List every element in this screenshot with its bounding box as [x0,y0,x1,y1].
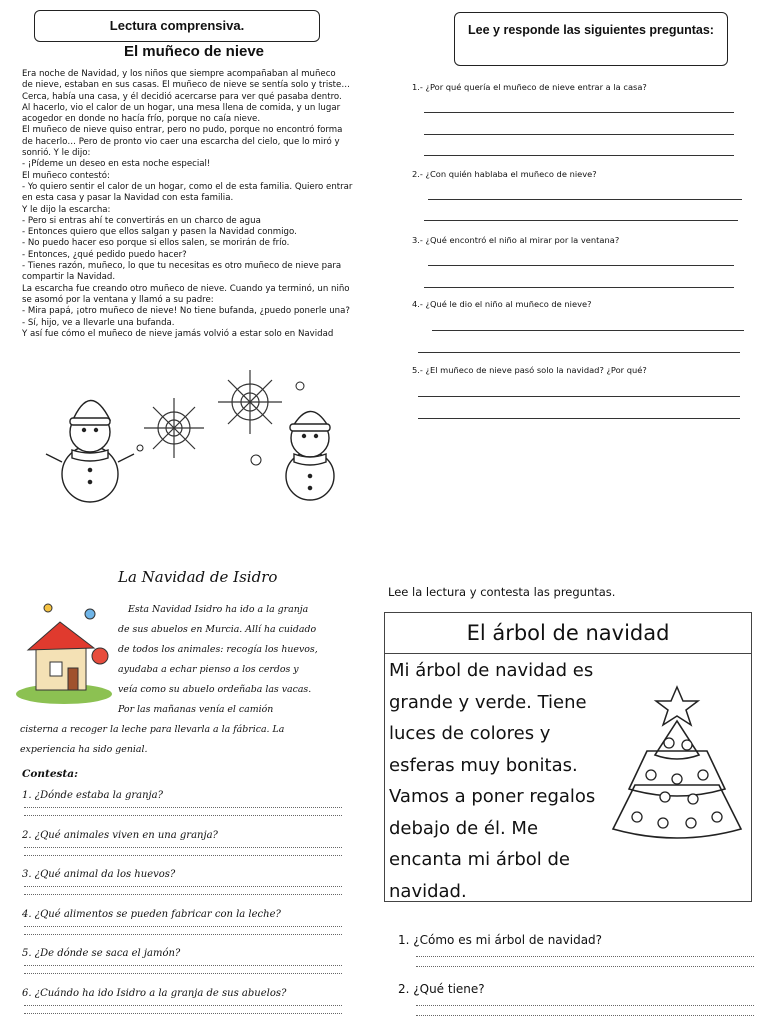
tree-instruction: Lee la lectura y contesta las preguntas. [388,585,616,599]
story-line: ayudaba a echar pienso a los cerdos y [118,664,299,675]
story-line: El muñeco de nieve quiso entrar, pero no pudo, porque no encontró forma [22,125,343,136]
story-line: - Yo quiero sentir el calor de un hogar, como el de esta familia. Quiero entrar [22,181,353,192]
questions-header-box [454,12,728,66]
isidro-question-4: 4. ¿Qué alimentos se pueden fabricar con la leche? [22,908,281,920]
story-line: - Tienes razón, muñeco, lo que tu necesitas es otro muñeco de nieve para [22,261,342,272]
story-line: - ¡Pídeme un deseo en esta noche especial! [22,159,211,170]
answer-line[interactable] [418,418,740,419]
story-line: - Sí, hijo, ve a llevarle una bufanda. [22,317,175,328]
answer-line[interactable] [416,1015,754,1016]
isidro-question-5: 5. ¿De dónde se saca el jamón? [22,948,181,959]
answer-line[interactable] [24,807,342,808]
answer-line[interactable] [24,894,342,895]
question-1: 1.- ¿Por qué quería el muñeco de nieve entrar a la casa? [412,82,647,92]
snowman-right-icon [286,411,334,500]
question-3: 3.- ¿Qué encontró el niño al mirar por la ventana? [412,235,620,245]
story-line: - Pero si entras ahí te convertirás en un charco de agua [22,215,261,226]
story-line: Y le dijo la escarcha: [22,204,111,215]
isidro-question-2: 2. ¿Qué animales viven en una granja? [22,829,218,841]
answer-line[interactable] [24,815,342,816]
answer-line[interactable] [24,934,342,935]
story-line: Mi árbol de navidad es [389,660,594,681]
answer-line[interactable] [24,1013,342,1014]
answer-line[interactable] [418,396,740,397]
story-line: veía como su abuelo ordeñaba las vacas. [118,684,312,695]
story-line: esferas muy bonitas. [389,754,578,776]
story-line: Era noche de Navidad, y los niños que siempre acompañaban al muñeco [22,69,336,79]
snowman-left-icon [46,400,134,502]
story-line: - No puedo hacer eso porque si ellos salen, se morirán de frío. [22,238,290,249]
story-line: navidad. [389,880,467,902]
questions-header: Lee y responde las siguientes preguntas: [468,23,714,37]
answer-line[interactable] [24,1005,342,1006]
story-line: La escarcha fue creando otro muñeco de nieve. Cuando ya terminó, un niño [22,283,350,294]
tree-title: El árbol de navidad [466,621,670,645]
answer-line[interactable] [24,973,342,974]
answer-line[interactable] [428,199,742,200]
snowflake-icon [144,370,282,458]
story-text [22,69,394,340]
story-title: El muñeco de nieve [123,43,265,60]
story-line: Cerca, había una casa, y él decidió acercarse para ver qué pasaba dentro. [22,91,342,102]
story-line: Vamos a poner regalos [389,786,596,807]
story-line: de todos los animales: recogía los huevos, [118,644,318,655]
question-5: 5.- ¿El muñeco de nieve pasó solo la navidad? ¿Por qué? [412,365,647,375]
isidro-question-6: 6. ¿Cuándo ha ido Isidro a la granja de sus abuelos? [22,987,287,999]
story-line: compartir la Navidad. [22,272,116,283]
answer-line[interactable] [24,965,342,966]
isidro-story [20,600,350,760]
lectura-header: Lectura comprensiva. [109,18,245,33]
story-line: grande y verde. Tiene [389,691,587,713]
answer-line[interactable] [432,330,744,331]
story-line: Esta Navidad Isidro ha ido a la granja [128,604,309,615]
answer-line[interactable] [418,352,740,353]
story-line: experiencia ha sido genial. [20,744,148,755]
isidro-question-1: 1. ¿Dónde estaba la granja? [22,790,163,801]
story-line: de nieve, estaban en sus casas. El muñeco de nieve se sentía solo y triste… [22,80,350,91]
answer-line[interactable] [24,926,342,927]
answer-line[interactable] [416,966,754,967]
answer-line[interactable] [416,1005,754,1006]
tree-reading-box [384,612,752,902]
story-line: El muñeco contestó: [22,170,110,181]
story-line: luces de colores y [389,723,551,744]
story-line: Al hacerlo, vio el calor de un hogar, una mesa llena de comida, y un lugar [22,102,341,113]
answer-line[interactable] [428,265,734,266]
story-line: sonrió. Y le dijo: [22,148,91,159]
contesta-label: Contesta: [22,768,78,780]
answer-line[interactable] [424,220,738,221]
christmas-tree-icon [607,685,747,860]
answer-line[interactable] [424,155,734,156]
isidro-question-3: 3. ¿Qué animal da los huevos? [22,869,176,880]
story-line: se asomó por la ventana y llamó a su padre: [22,294,214,305]
snowmen-illustration [44,366,354,504]
isidro-title: La Navidad de Isidro [118,568,278,586]
tree-question-2: 2. ¿Qué tiene? [398,982,485,996]
story-line: en esta casa y pasar la Navidad con esta familia. [22,193,234,204]
story-line: acogedor en donde no hacía frío, porque no caía nieve. [22,114,261,125]
lectura-header-box [34,10,320,42]
story-line: encanta mi árbol de [389,849,570,870]
story-line: de sus abuelos en Murcia. Allí ha cuidado [118,624,317,635]
story-line: - Mira papá, ¡otro muñeco de nieve! No tiene bufanda, ¿puedo ponerle una? [22,306,350,317]
answer-line[interactable] [424,134,734,135]
question-4: 4.- ¿Qué le dio el niño al muñeco de nieve? [412,299,592,309]
answer-line[interactable] [24,886,342,887]
story-line: - Entonces quiero que ellos salgan y pasen la Navidad conmigo. [22,227,297,238]
question-2: 2.- ¿Con quién hablaba el muñeco de nieve? [412,169,597,179]
story-line: de hacerlo… Pero de pronto vio caer una escarcha del cielo, que lo miró y [22,136,340,147]
story-line: Por las mañanas venía el camión [118,704,274,715]
answer-line[interactable] [424,287,734,288]
tree-question-1: 1. ¿Cómo es mi árbol de navidad? [398,933,603,947]
story-line: debajo de él. Me [389,817,539,839]
answer-line[interactable] [24,847,342,848]
story-line: Y así fue cómo el muñeco de nieve jamás volvió a estar solo en Navidad [22,328,334,339]
answer-line[interactable] [24,855,342,856]
answer-line[interactable] [416,956,754,957]
tree-story [389,655,595,907]
answer-line[interactable] [424,112,734,113]
story-line: - Entonces, ¿qué pedido puedo hacer? [22,249,187,260]
story-line: cisterna a recoger la leche para llevarla a la fábrica. La [20,724,285,735]
